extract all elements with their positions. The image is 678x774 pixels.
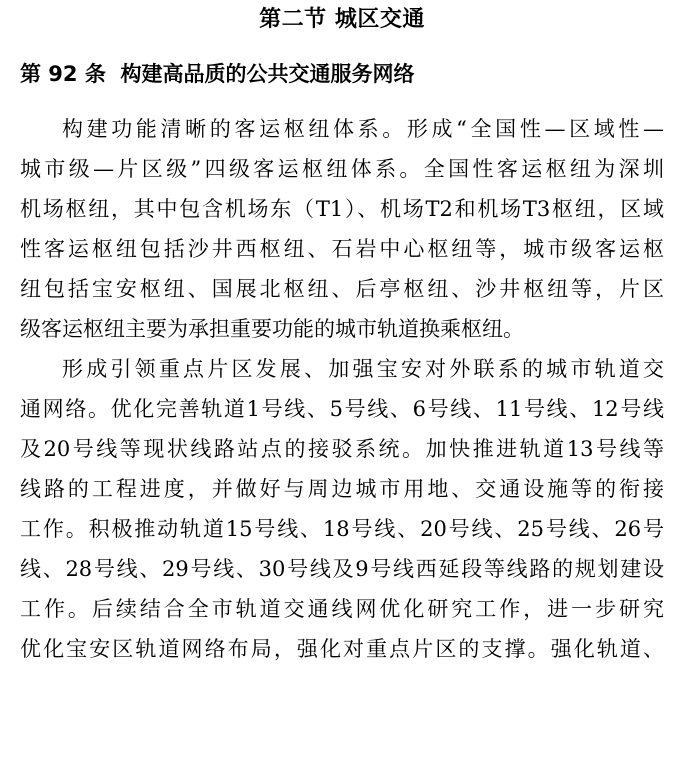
article-title: 第 92 条 构建高品质的公共交通服务网络 — [20, 62, 415, 86]
paragraph-2-line-7: 工作。后续结合全市轨道交通线网优化研究工作，进一步研究 — [20, 597, 664, 621]
section-title: 第二节 城区交通 — [259, 7, 425, 32]
paragraph-1-line-4: 性客运枢纽包括沙井西枢纽、石岩中心枢纽等，城市级客运枢 — [20, 237, 664, 261]
paragraph-1-line-6: 级客运枢纽主要为承担重要功能的城市轨道换乘枢纽。 — [20, 317, 524, 341]
paragraph-2-line-8: 优化宝安区轨道网络布局，强化对重点片区的支撑。强化轨道、 — [20, 637, 664, 661]
paragraph-2-line-2: 通网络。优化完善轨道1号线、5号线、6号线、11号线、12号线 — [20, 397, 664, 421]
paragraph-2-line-1: 形成引领重点片区发展、加强宝安对外联系的城市轨道交 — [62, 357, 664, 381]
paragraph-2-line-6: 线、28号线、29号线、30号线及9号线西延段等线路的规划建设 — [20, 557, 664, 581]
paragraph-1-line-2: 城市级—片区级”四级客运枢纽体系。全国性客运枢纽为深圳 — [20, 157, 664, 181]
paragraph-2-line-5: 工作。积极推动轨道15号线、18号线、20号线、25号线、26号 — [20, 517, 664, 541]
paragraph-1-line-1: 构建功能清晰的客运枢纽体系。形成“全国性—区域性— — [62, 117, 664, 141]
paragraph-2-line-3: 及20号线等现状线路站点的接驳系统。加快推进轨道13号线等 — [20, 437, 664, 461]
paragraph-2-line-4: 线路的工程进度，并做好与周边城市用地、交通设施等的衔接 — [20, 477, 664, 501]
paragraph-1-line-5: 纽包括宝安枢纽、国展北枢纽、后亭枢纽、沙井枢纽等，片区 — [20, 277, 664, 301]
paragraph-1-line-3: 机场枢纽，其中包含机场东（T1）、机场T2和机场T3枢纽，区域 — [20, 197, 664, 221]
article-body — [20, 109, 664, 669]
